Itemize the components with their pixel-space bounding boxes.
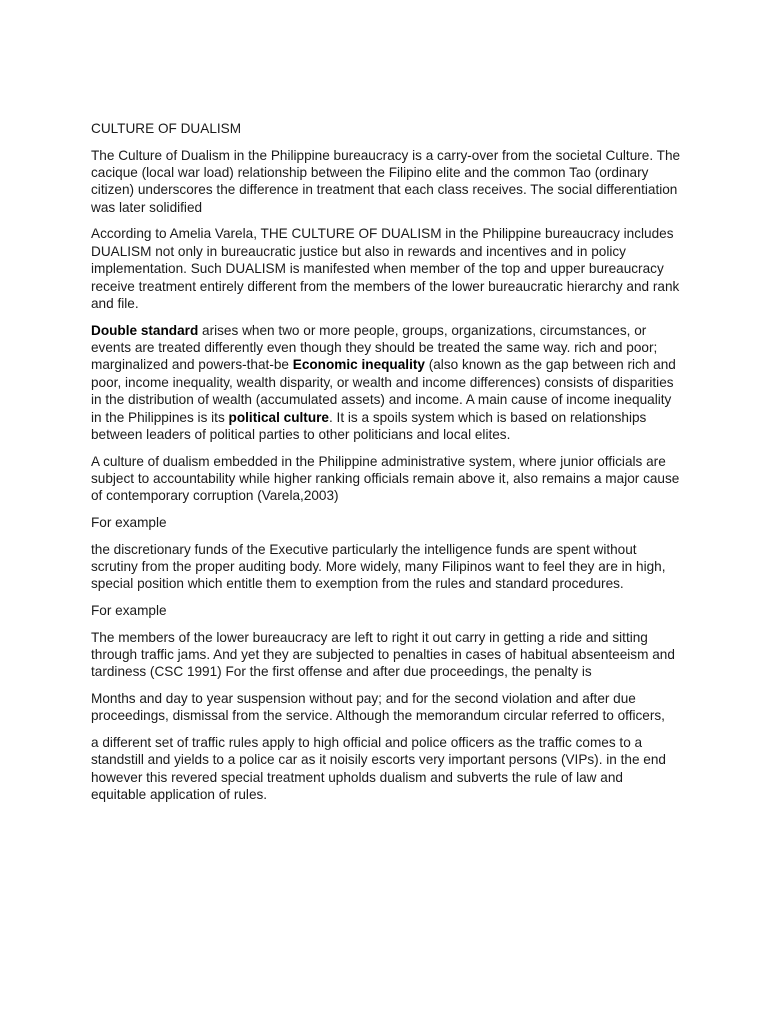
term-economic-inequality: Economic inequality [292, 357, 425, 373]
document-title: CULTURE OF DUALISM [91, 121, 242, 136]
paragraph-suspension: Months and day to year suspension without pay; and for the second violation and after due proceedings, dismissal from the service. Although the memorandum circular referred to officers, [91, 691, 665, 724]
paragraph-traffic-rules: a different set of traffic rules apply to high official and police officers as the traffic comes to a standstill and yields to a police car as it noisily escorts very important persons (VIPs). in the end however this revered special treatment upholds dualism and subverts the rule of law and equitable application of rules. [91, 735, 666, 803]
paragraph-lower-bureaucracy: The members of the lower bureaucracy are left to right it out carry in getting a ride and sitting through traffic jams. And yet they are subjected to penalties in cases of habitual absenteeism and tardiness (CSC 1991) For the first offense and after due proceedings, the penalty is [91, 629, 675, 680]
paragraph-text: . It is a spoils system which is based on relationships between leaders of political parties to other politicians and local elites. [91, 409, 647, 443]
document-body [91, 120, 681, 813]
paragraph-text: arises when two or more people, groups, organizations, circumstances, or events are treated differently even though they should be treated the same way. rich and poor; marginalized and powers-that-be [91, 322, 658, 373]
term-political-culture: political culture [228, 409, 329, 425]
paragraph-varela: According to Amelia Varela, THE CULTURE OF DUALISM in the Philippine bureaucracy includes DUALISM not only in bureaucratic justice but also in rewards and incentives and in policy implementation. Such DUALISM is manifested when member of the top and upper bureaucracy receive treatment entirely different from the members of the lower bureaucratic hierarchy and rank and file. [91, 226, 680, 312]
paragraph-intro: The Culture of Dualism in the Philippine bureaucracy is a carry-over from the societal Culture. The cacique (local war load) relationship between the Filipino elite and the common Tao (ordinary citizen) underscores the difference in treatment that each class receives. The social differentiation was later solidified [91, 147, 681, 215]
paragraph-discretionary-funds: the discretionary funds of the Executive particularly the intelligence funds are spent without scrutiny from the proper auditing body. More widely, many Filipinos want to feel they are in high, special position which entitle them to exemption from the rules and standard procedures. [91, 541, 666, 592]
for-example-label: For example [91, 603, 167, 619]
paragraph-double-standard [91, 322, 681, 444]
paragraph-corruption: A culture of dualism embedded in the Philippine administrative system, where junior officials are subject to accountability while higher ranking officials remain above it, also remains a major cause of contemporary corruption (Varela,2003) [91, 453, 680, 504]
paragraph-text: (also known as the gap between rich and poor, income inequality, wealth disparity, or wealth and income differences) consists of disparities in the distribution of wealth (accumulated assets) and income. A main cause of income inequality in the Philippines is its [91, 357, 676, 425]
for-example-label: For example [91, 515, 167, 531]
term-double-standard: Double standard [91, 322, 199, 338]
